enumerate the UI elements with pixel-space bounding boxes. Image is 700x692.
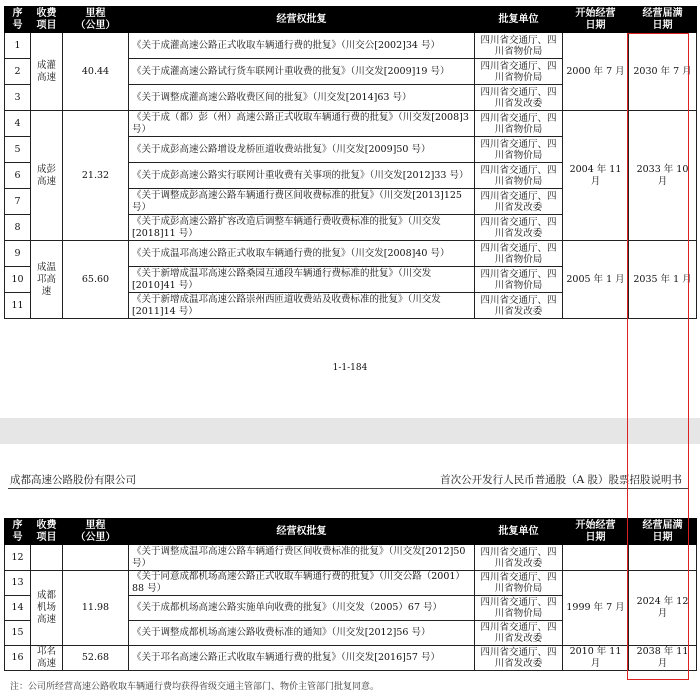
start-date-empty	[563, 545, 629, 571]
approval-doc: 《关于成彭高速公路增设龙桥匝道收费站批复》（川交发[2009]50 号）	[129, 137, 475, 163]
mileage: 21.32	[63, 111, 129, 241]
table-row	[5, 111, 697, 137]
table-row	[5, 571, 697, 596]
toll-item-empty	[31, 545, 63, 571]
start-date: 1999 年 7 月	[563, 571, 629, 646]
approval-unit: 四川省交通厅、四川省发改委	[475, 293, 563, 319]
start-date: 2004 年 11 月	[563, 111, 629, 241]
row-no: 11	[5, 293, 31, 319]
mileage-empty	[63, 545, 129, 571]
row-no: 1	[5, 33, 31, 59]
start-date: 2005 年 1 月	[563, 241, 629, 319]
approval-doc: 《关于新增成温邛高速公路崇州西匝道收费站及收费标准的批复》（川交发[2011]14 号）	[129, 293, 475, 319]
approval-unit: 四川省交通厅、四川省物价局	[475, 267, 563, 293]
approval-doc: 《关于调整成彭高速公路车辆通行费区间收费标准的批复》（川交发[2013]125 号）	[129, 189, 475, 215]
col-header-no: 序 号	[5, 519, 31, 545]
row-no: 14	[5, 596, 31, 621]
table-header-row	[5, 519, 697, 545]
mileage: 65.60	[63, 241, 129, 319]
col-header-item: 收费 项目	[31, 7, 63, 33]
mileage: 40.44	[63, 33, 129, 111]
row-no: 13	[5, 571, 31, 596]
row-no: 3	[5, 85, 31, 111]
approval-doc: 《关于邛名高速公路正式收取车辆通行费的批复》（川交发[2016]57 号）	[129, 646, 475, 671]
approval-doc: 《关于调整成灌高速公路收费区间的批复》（川交发[2014]63 号）	[129, 85, 475, 111]
approval-unit: 四川省交通厅、四川省物价局	[475, 111, 563, 137]
approval-unit: 四川省交通厅、四川省物价局	[475, 596, 563, 621]
col-header-end: 经营届满 日期	[629, 519, 697, 545]
table-row	[5, 33, 697, 59]
company-name: 成都高速公路股份有限公司	[10, 474, 136, 486]
approval-doc: 《关于成（都）彭（州）高速公路正式收取车辆通行费的批复》（川交发[2008]3 号）	[129, 111, 475, 137]
approval-unit: 四川省交通厅、四川省物价局	[475, 163, 563, 189]
row-no: 4	[5, 111, 31, 137]
document-title: 首次公开发行人民币普通股（A 股）股票招股说明书	[440, 474, 682, 486]
row-no: 5	[5, 137, 31, 163]
approval-doc: 《关于调整成都机场高速公路收费标准的通知》（川交发[2012]56 号）	[129, 621, 475, 646]
col-header-unit: 批复单位	[475, 7, 563, 33]
start-date: 2010 年 11 月	[563, 646, 629, 671]
table-row	[5, 646, 697, 671]
approval-unit: 四川省交通厅、四川省发改委	[475, 621, 563, 646]
approval-unit: 四川省交通厅、四川省物价局	[475, 137, 563, 163]
approval-doc: 《关于成灌高速公路正式收取车辆通行费的批复》（川交公[2002]34 号）	[129, 33, 475, 59]
col-header-end: 经营届满 日期	[629, 7, 697, 33]
row-no: 6	[5, 163, 31, 189]
table-row	[5, 545, 697, 571]
col-header-approval: 经营权批复	[129, 7, 475, 33]
col-header-no: 序 号	[5, 7, 31, 33]
table-header-row	[5, 7, 697, 33]
toll-rights-table-page2	[4, 518, 697, 671]
toll-item: 成灌高速	[31, 33, 63, 111]
col-header-mileage: 里程 （公里）	[63, 7, 129, 33]
row-no: 8	[5, 215, 31, 241]
approval-unit: 四川省交通厅、四川省物价局	[475, 33, 563, 59]
col-header-mileage: 里程 （公里）	[63, 519, 129, 545]
approval-unit: 四川省交通厅、四川省发改委	[475, 215, 563, 241]
approval-unit: 四川省交通厅、四川省发改委	[475, 545, 563, 571]
approval-doc: 《关于调整成温邛高速公路车辆通行费区间收费标准的批复》（川交发[2012]50 号）	[129, 545, 475, 571]
approval-doc: 《关于成彭高速公路扩容改造后调整车辆通行费收费标准的批复》（川交发[2018]11 号）	[129, 215, 475, 241]
col-header-approval: 经营权批复	[129, 519, 475, 545]
row-no: 15	[5, 621, 31, 646]
approval-unit: 四川省交通厅、四川省物价局	[475, 59, 563, 85]
toll-item: 邛名高速	[31, 646, 63, 671]
approval-unit: 四川省交通厅、四川省发改委	[475, 85, 563, 111]
approval-unit: 四川省交通厅、四川省物价局	[475, 571, 563, 596]
approval-doc: 《关于成灌高速公路试行货车联网计重收费的批复》（川交发[2009]19 号）	[129, 59, 475, 85]
approval-unit: 四川省交通厅、四川省发改委	[475, 189, 563, 215]
row-no: 7	[5, 189, 31, 215]
row-no: 12	[5, 545, 31, 571]
row-no: 2	[5, 59, 31, 85]
toll-item: 成彭高速	[31, 111, 63, 241]
end-date: 2038 年 11 月	[629, 646, 697, 671]
col-header-start: 开始经营 日期	[563, 519, 629, 545]
end-date: 2024 年 12 月	[629, 571, 697, 646]
approval-doc: 《关于成彭高速公路实行联网计重收费有关事项的批复》（川交发[2012]33 号）	[129, 163, 475, 189]
end-date: 2030 年 7 月	[629, 33, 697, 111]
approval-unit: 四川省交通厅、四川省发改委	[475, 646, 563, 671]
approval-doc: 《关于成温邛高速公路正式收取车辆通行费的批复》（川交发[2008]40 号）	[129, 241, 475, 267]
approval-unit: 四川省交通厅、四川省物价局	[475, 241, 563, 267]
mileage: 52.68	[63, 646, 129, 671]
mileage: 11.98	[63, 571, 129, 646]
approval-doc: 《关于同意成都机场高速公路正式收取车辆通行费的批复》（川交公路（2001）88 号）	[129, 571, 475, 596]
approval-doc: 《关于成都机场高速公路实施单向收费的批复》（川交发（2005）67 号）	[129, 596, 475, 621]
row-no: 9	[5, 241, 31, 267]
page-separator	[0, 418, 700, 444]
end-date-empty	[629, 545, 697, 571]
approval-doc: 《关于新增成温邛高速公路桑园互通段车辆通行费标准的批复》（川交发[2010]41 号）	[129, 267, 475, 293]
table-row	[5, 241, 697, 267]
toll-item: 成都机场高速	[31, 571, 63, 646]
page-number: 1-1-184	[332, 363, 368, 373]
row-no: 10	[5, 267, 31, 293]
row-no: 16	[5, 646, 31, 671]
toll-rights-table-page1	[4, 6, 697, 319]
end-date: 2033 年 10 月	[629, 111, 697, 241]
toll-item: 成温邛高速	[31, 241, 63, 319]
col-header-item: 收费 项目	[31, 519, 63, 545]
col-header-unit: 批复单位	[475, 519, 563, 545]
footnote: 注：公司所经营高速公路收取车辆通行费均获得省级交通主管部门、物价主管部门批复同意。	[10, 682, 380, 692]
col-header-start: 开始经营 日期	[563, 7, 629, 33]
start-date: 2000 年 7 月	[563, 33, 629, 111]
end-date: 2035 年 1 月	[629, 241, 697, 319]
header-rule	[8, 488, 688, 489]
